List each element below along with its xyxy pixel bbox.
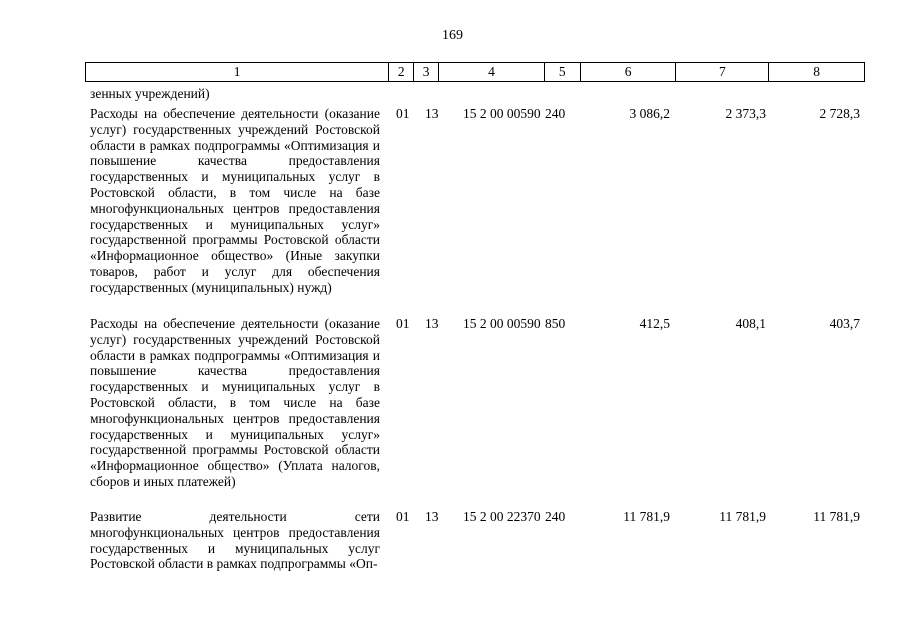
row-description: Расходы на обеспечение деятельности (оказание услуг) государственных учреждений Ростовской области в рамках подпрограммы «Оптимизация и повышение качества предоставления государственных и муниципальных услуг в Ростовской области, в том числе на базе многофункциональных центров предоставления государственных и муниципальных услуг» государственной программы Ростовской области «Информационное общество» (Иные закупки товаров, работ и услуг для обеспечения государственных (муниципальных) нужд) — [90, 106, 380, 295]
row-subsection: 13 — [425, 316, 439, 331]
row-description: Развитие деятельности сети многофункциональных центров предоставления государственных и муниципальных услуг Ростовской области в рамках подпрограммы «Оп- — [90, 509, 380, 572]
header-col-3: 3 — [413, 63, 438, 81]
row-target-article: 15 2 00 00590 — [463, 106, 541, 121]
row-amount-2: 2 373,3 — [725, 106, 766, 121]
row-section: 01 — [396, 106, 410, 121]
row-amount-3: 11 781,9 — [813, 509, 860, 524]
row-subsection: 13 — [425, 106, 439, 121]
header-col-8: 8 — [768, 63, 864, 81]
row-expense-type: 240 — [545, 106, 566, 121]
table-header — [85, 62, 865, 82]
row-subsection: 13 — [425, 509, 439, 524]
row-amount-3: 403,7 — [829, 316, 860, 331]
row-section: 01 — [396, 509, 410, 524]
row-target-article: 15 2 00 00590 — [463, 316, 541, 331]
row-amount-2: 11 781,9 — [719, 509, 766, 524]
row-expense-type: 240 — [545, 509, 566, 524]
continuation-text: зенных учреждений) — [90, 86, 210, 101]
row-section: 01 — [396, 316, 410, 331]
row-amount-1: 3 086,2 — [629, 106, 670, 121]
row-amount-2: 408,1 — [735, 316, 766, 331]
header-col-2: 2 — [388, 63, 413, 81]
header-col-5: 5 — [544, 63, 580, 81]
header-col-4: 4 — [438, 63, 544, 81]
row-description: Расходы на обеспечение деятельности (оказание услуг) государственных учреждений Ростовской области в рамках подпрограммы «Оптимизация и повышение качества предоставления государственных и муниципальных услуг в Ростовской области, в том числе на базе многофункциональных центров предоставления государственных и муниципальных услуг» государственной программы Ростовской области «Информационное общество» (Уплата налогов, сборов и иных платежей) — [90, 316, 380, 489]
header-col-1: 1 — [233, 64, 241, 79]
row-amount-1: 11 781,9 — [623, 509, 670, 524]
header-col-7: 7 — [675, 63, 768, 81]
header-col-6: 6 — [580, 63, 676, 81]
row-amount-3: 2 728,3 — [819, 106, 860, 121]
page-number: 169 — [442, 28, 463, 43]
row-expense-type: 850 — [545, 316, 566, 331]
row-amount-1: 412,5 — [639, 316, 670, 331]
row-target-article: 15 2 00 22370 — [463, 509, 541, 524]
